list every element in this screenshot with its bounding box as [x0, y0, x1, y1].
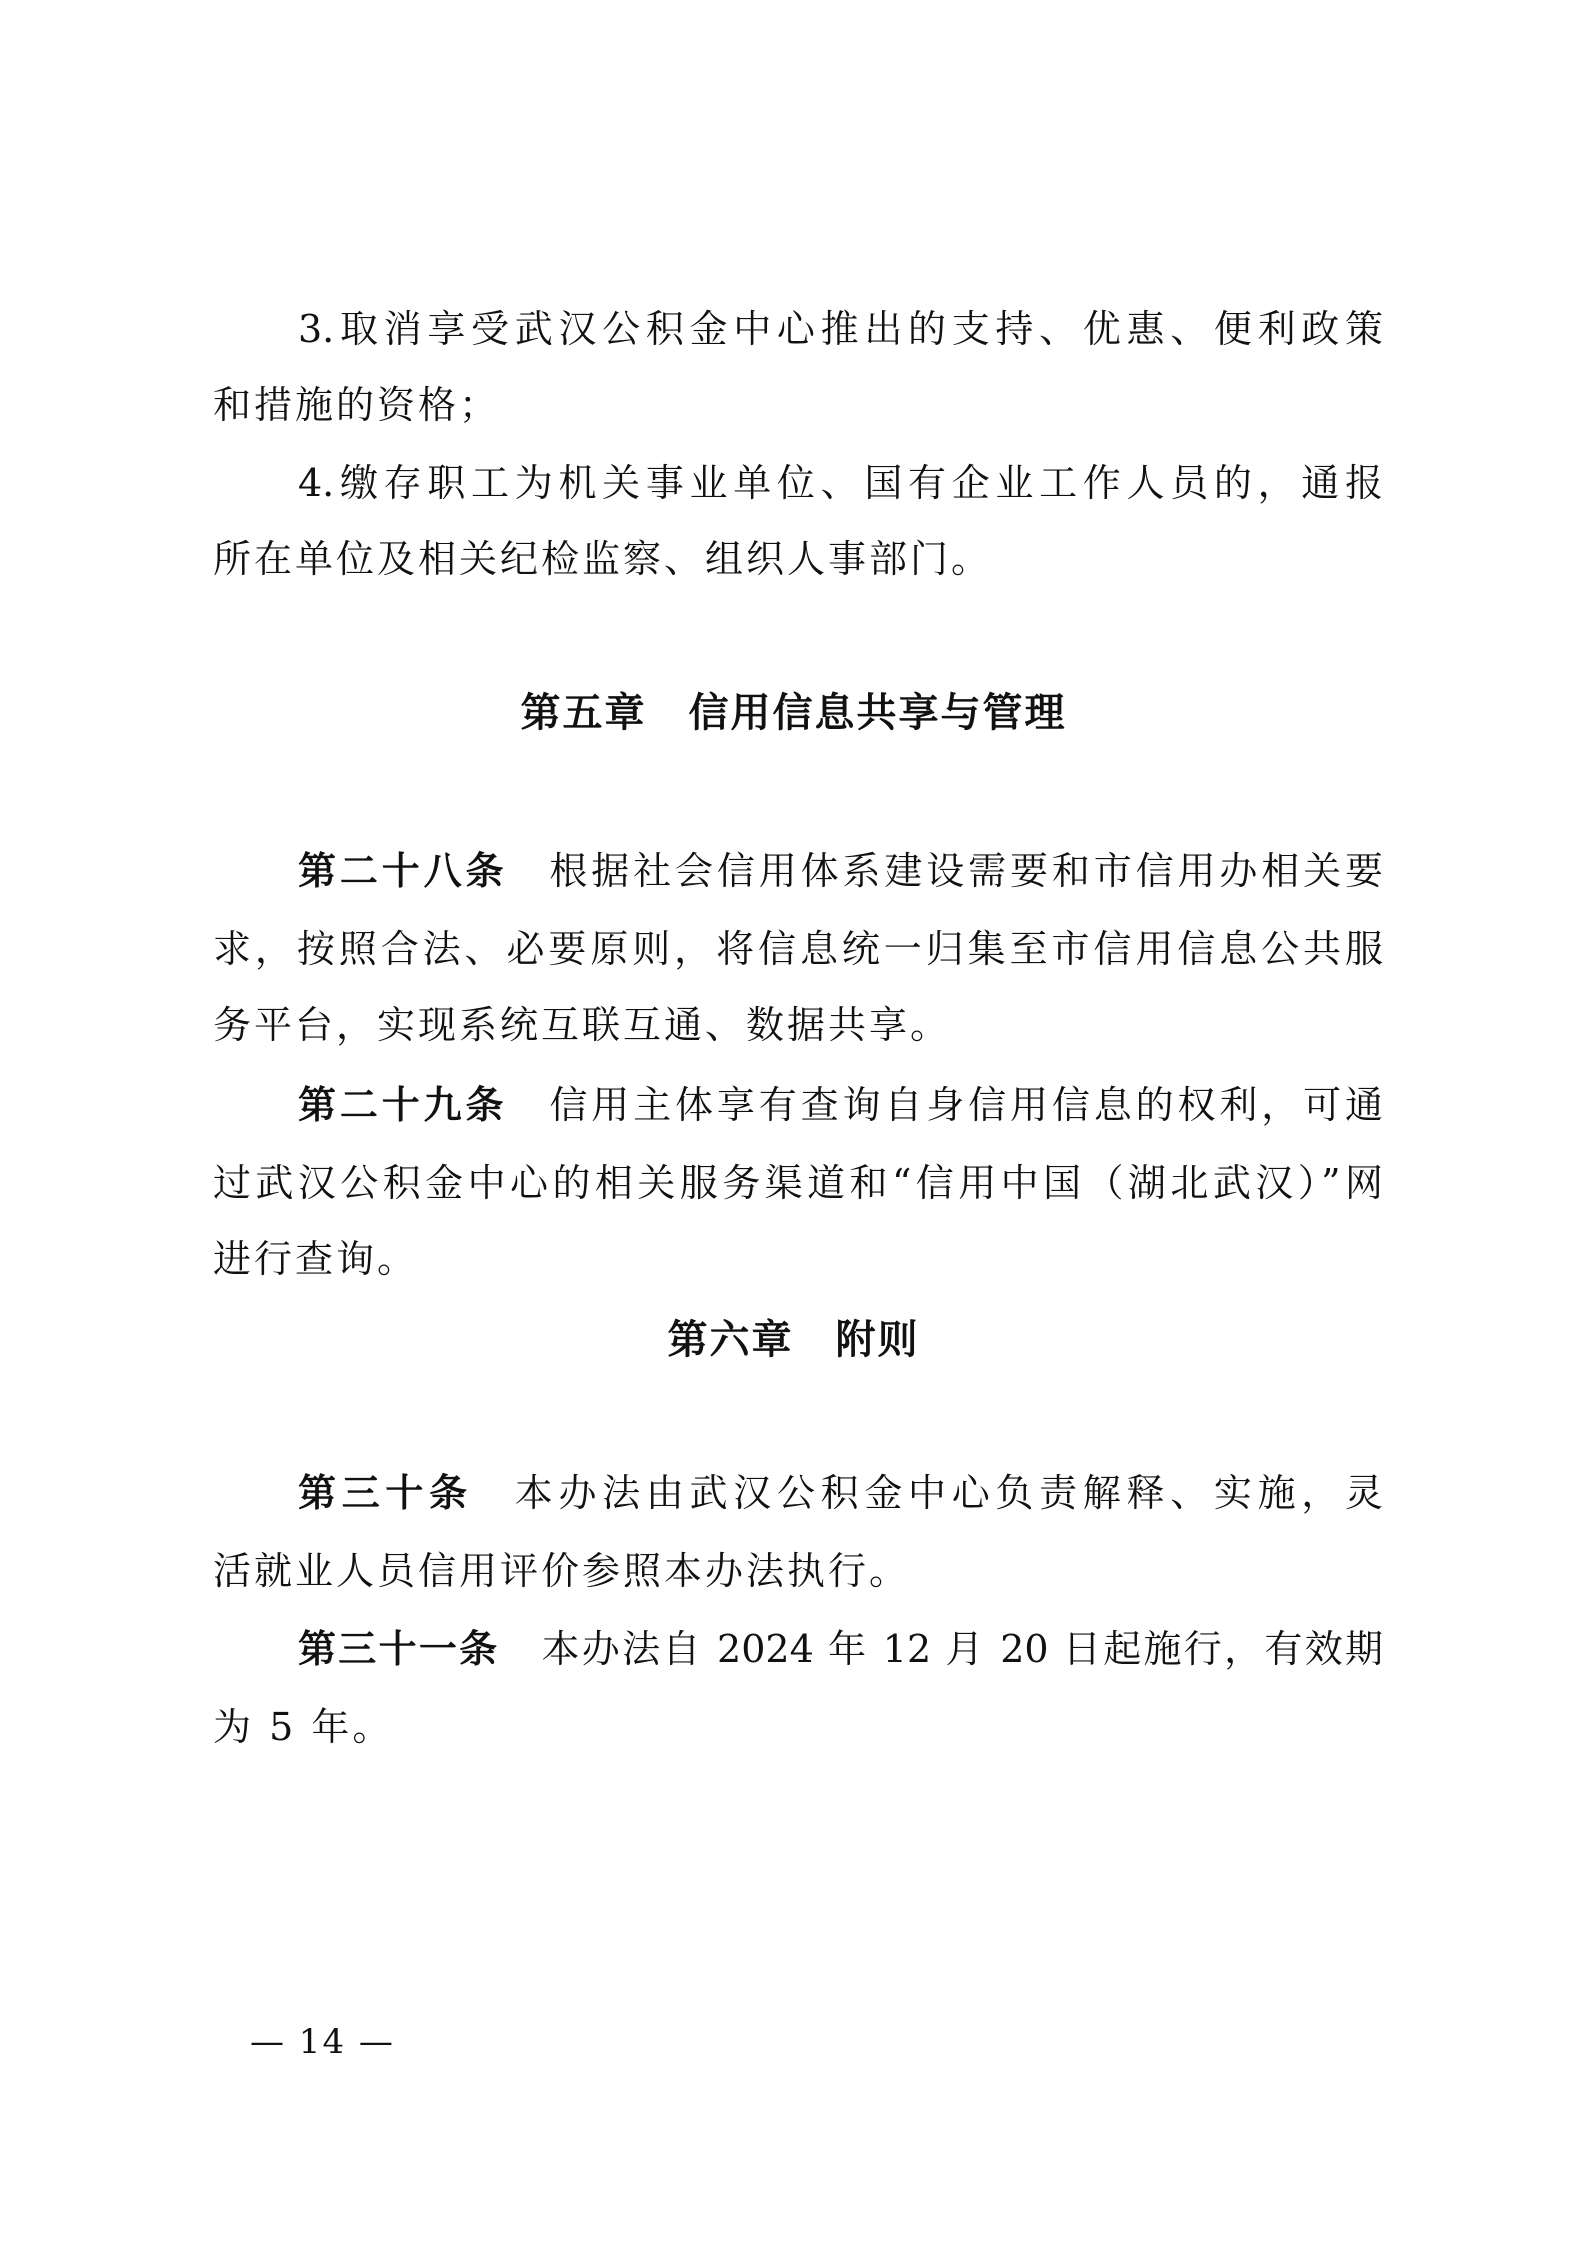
item-4-line-2: 所在单位及相关纪检监察、组织人事部门。 — [213, 537, 993, 581]
article-29-line-3: 进行查询。 — [213, 1237, 419, 1281]
article-29-text-1: 信用主体享有查询自身信用信息的权利，可通 — [549, 1083, 1383, 1127]
article-31-label: 第三十一条 — [298, 1627, 500, 1671]
article-29-label: 第二十九条 — [298, 1083, 508, 1127]
article-30-line-1 — [298, 1455, 1383, 1531]
article-28-line-3: 务平台，实现系统互联互通、数据共享。 — [213, 1003, 952, 1047]
article-29-line-1 — [298, 1067, 1383, 1143]
article-29-line-2: 过武汉公积金中心的相关服务渠道和“信用中国（湖北武汉）”网 — [213, 1161, 1383, 1205]
article-31-text-1: 本办法自 2024 年 12 月 20 日起施行，有效期 — [541, 1627, 1383, 1671]
item-3-line-2: 和措施的资格； — [213, 383, 501, 427]
article-28-line-1 — [298, 833, 1383, 909]
chapter-5-heading: 第五章 信用信息共享与管理 — [520, 690, 1067, 736]
item-4-line-1: 4.缴存职工为机关事业单位、国有企业工作人员的，通报 — [298, 461, 1383, 505]
article-31-line-1 — [298, 1611, 1383, 1687]
chapter-6-heading: 第六章 附则 — [667, 1317, 920, 1363]
article-28-text-1: 根据社会信用体系建设需要和市信用办相关要 — [549, 849, 1383, 893]
article-28-line-2: 求，按照合法、必要原则，将信息统一归集至市信用信息公共服 — [213, 927, 1383, 971]
article-30-label: 第三十条 — [298, 1471, 473, 1515]
article-30-text-1: 本办法由武汉公积金中心负责解释、实施，灵 — [514, 1471, 1383, 1515]
item-3-line-1: 3.取消享受武汉公积金中心推出的支持、优惠、便利政策 — [298, 307, 1383, 351]
article-30-line-2: 活就业人员信用评价参照本办法执行。 — [213, 1549, 911, 1593]
article-31-line-2: 为 5 年。 — [213, 1705, 394, 1749]
article-28-label: 第二十八条 — [298, 849, 508, 893]
page-number: — 14 — — [250, 2022, 395, 2062]
